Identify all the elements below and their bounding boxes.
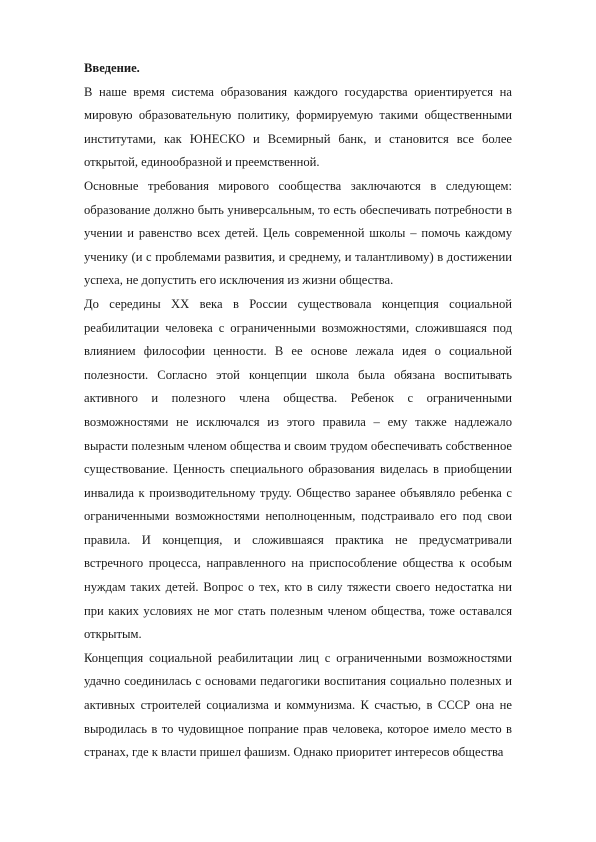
document-body: [84, 57, 512, 765]
paragraph-4: Концепция социальной реабилитации лиц с ограниченными возможностями удачно соединилась с основами педагогики воспитания социально полезных и активных строителей социализма и коммунизма. К счастью, в СССР она не выродилась в то чудовищное попрание прав человека, которое имело место в странах, где к власти пришел фашизм. Однако приоритет интересов общества: [84, 650, 512, 760]
paragraph-2: Основные требования мирового сообщества заключаются в следующем: образование должно быть универсальным, то есть обеспечивать потребности в учении и равенство всех детей. Цель современной школы – помочь каждому ученику (и с проблемами развития, и среднему, и талантливому) в достижении успеха, не допустить его исключения из жизни общества.: [84, 178, 512, 288]
paragraph-1: В наше время система образования каждого государства ориентируется на мировую образовательную политику, формируемую такими общественными институтами, как ЮНЕСКО и Всемирный банк, и становится все более открытой, единообразной и преемственной.: [84, 84, 512, 170]
section-heading: Введение.: [84, 61, 140, 75]
paragraph-3: До середины XX века в России существовала концепция социальной реабилитации человека с ограниченными возможностями, сложившаяся под влиянием философии ценности. В ее основе лежала идея о социальной полезности. Согласно этой концепции школа была обязана воспитывать активного и полезного члена общества. Ребенок с ограниченными возможностями не исключался из этого правила – ему также надлежало вырасти полезным членом общества и своим трудом обеспечивать собственное существование. Ценность специального образования виделась в приобщении инвалида к производительному труду. Общество заранее объявляло ребенка с ограниченными возможностями неполноценным, подстраивало его под свои правила. И концепция, и сложившаяся практика не предусматривали встречного процесса, направленного на приспособление общества к особым нуждам таких детей. Вопрос о тех, кто в силу тяжести своего недостатка ни при каких условиях не мог стать полезным членом общества, тоже оставался открытым.: [84, 296, 512, 642]
